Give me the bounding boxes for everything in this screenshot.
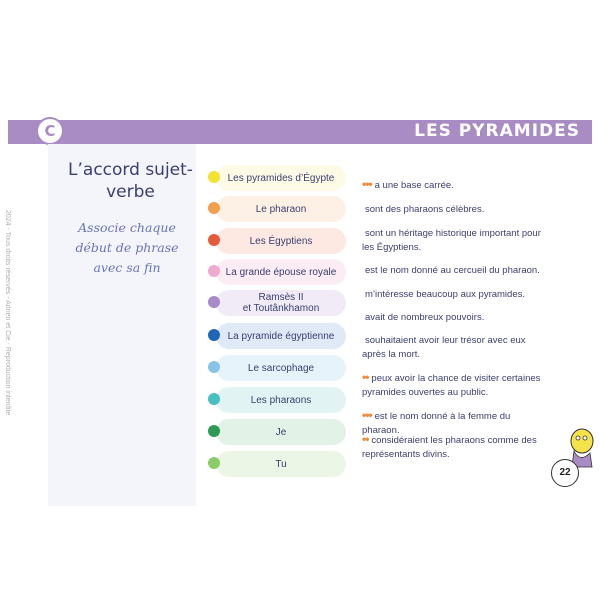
subject-pill <box>216 451 346 477</box>
subject-item[interactable] <box>208 419 348 445</box>
subject-label: Les pharaons <box>250 394 312 406</box>
subject-item[interactable] <box>208 259 348 285</box>
ending-label: sont un héritage historique important pour les Égyptiens. <box>362 228 541 253</box>
ending-label: m’intéresse beaucoup aux pyramides. <box>365 289 526 300</box>
light-green-dot-icon[interactable] <box>208 457 220 469</box>
ending-item[interactable] <box>362 372 542 400</box>
purple-dot-icon[interactable] <box>208 296 220 308</box>
subject-label: Le sarcophage <box>247 362 315 374</box>
ending-item[interactable] <box>362 227 542 255</box>
subject-pill <box>216 290 346 316</box>
subject-item[interactable] <box>208 196 348 222</box>
subject-label: Tu <box>275 458 287 470</box>
ending-item[interactable] <box>362 179 542 193</box>
ending-label: sont des pharaons célèbres. <box>365 204 485 215</box>
ending-label: a une base carrée. <box>374 180 454 191</box>
page-number: 22 <box>551 459 579 487</box>
blue-dot-icon[interactable] <box>208 329 220 341</box>
ending-label: souhaitaient avoir leur trésor avec eux après la mort. <box>362 335 526 360</box>
connector-dots-icon[interactable]: •• <box>362 370 369 384</box>
ending-label: peux avoir la chance de visiter certaines pyramides ouvertes au public. <box>362 373 541 398</box>
copyright-note: 2024 - Tous droits réservés - Adrien et Cie - Reproduction interdite <box>4 210 11 416</box>
subject-item[interactable] <box>208 387 348 413</box>
subject-item[interactable] <box>208 228 348 254</box>
ending-item[interactable] <box>362 203 542 217</box>
subject-item[interactable] <box>208 451 348 477</box>
subject-label-line2: et Toutânkhamon <box>242 303 320 314</box>
header-band <box>8 120 592 144</box>
subject-pill <box>216 355 346 381</box>
ending-label: est le nom donné au cercueil du pharaon. <box>365 265 540 276</box>
subject-label: Les Égyptiens <box>249 235 313 247</box>
ending-item[interactable] <box>362 311 542 325</box>
ending-label: considéraient les pharaons comme des représentants divins. <box>362 435 537 460</box>
subject-pill <box>216 196 346 222</box>
page-title: LES PYRAMIDES <box>414 121 580 141</box>
connector-dots-icon[interactable]: •• <box>362 432 369 446</box>
exercise-instruction: Associe chaque début de phrase avec sa fin <box>75 220 179 275</box>
light-blue-dot-icon[interactable] <box>208 361 220 373</box>
subject-item[interactable] <box>208 323 348 349</box>
section-badge: C <box>36 117 64 145</box>
subject-item[interactable] <box>208 290 348 316</box>
subject-pill <box>216 165 346 191</box>
orange-dot-icon[interactable] <box>208 202 220 214</box>
subject-pill <box>216 228 346 254</box>
exercise-title: L’accord sujet-verbe <box>68 160 193 202</box>
ending-item[interactable] <box>362 434 542 462</box>
ending-label: est le nom donné à la femme du pharaon. <box>362 411 511 436</box>
ending-label: avait de nombreux pouvoirs. <box>365 312 485 323</box>
green-dot-icon[interactable] <box>208 425 220 437</box>
subject-item[interactable] <box>208 355 348 381</box>
ending-item[interactable] <box>362 334 542 362</box>
subject-pill <box>216 419 346 445</box>
subject-label-line1: Ramsès II <box>258 292 304 303</box>
subject-pill <box>216 323 346 349</box>
ending-item[interactable] <box>362 264 542 278</box>
subject-pill <box>216 387 346 413</box>
subject-label: Le pharaon <box>255 203 307 215</box>
subject-pill <box>216 259 346 285</box>
subject-item[interactable] <box>208 165 348 191</box>
connector-dots-icon[interactable]: ••• <box>362 177 372 191</box>
subject-label: Je <box>275 426 287 438</box>
yellow-dot-icon[interactable] <box>208 171 220 183</box>
subject-label: La pyramide égyptienne <box>227 330 335 342</box>
teal-dot-icon[interactable] <box>208 393 220 405</box>
subject-label: La grande épouse royale <box>225 266 337 278</box>
left-panel <box>48 144 196 506</box>
subject-label: Les pyramides d’Égypte <box>227 172 335 184</box>
connector-dots-icon[interactable]: ••• <box>362 408 372 422</box>
pink-dot-icon[interactable] <box>208 265 220 277</box>
ending-item[interactable] <box>362 288 542 302</box>
red-dot-icon[interactable] <box>208 234 220 246</box>
